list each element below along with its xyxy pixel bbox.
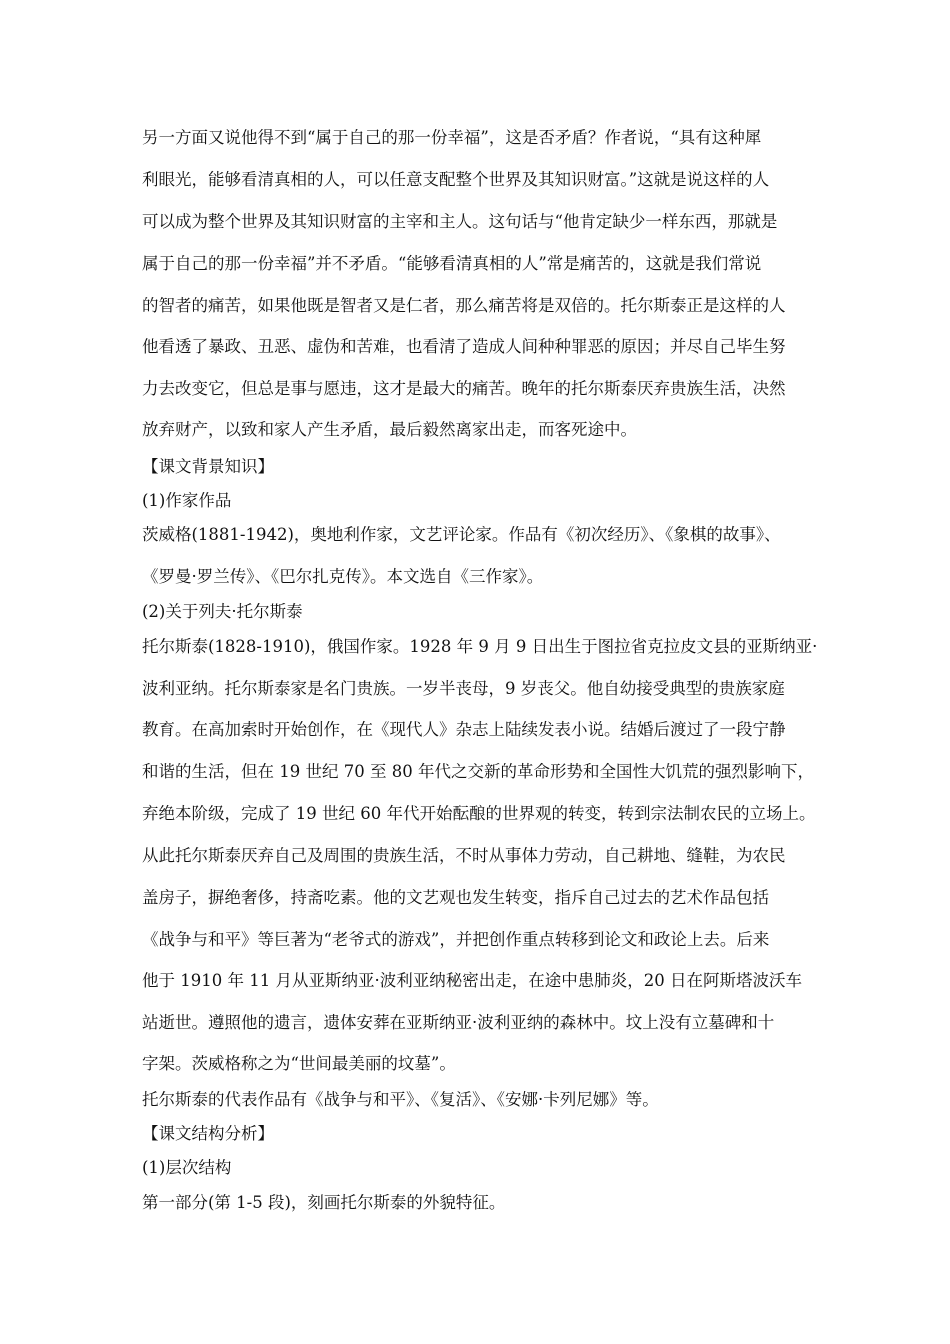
paragraph-line: 利眼光，能够看清真相的人，可以任意支配整个世界及其知识财富。”这就是说这样的人 — [142, 170, 770, 189]
subheading-tolstoy: (2)关于列夫·托尔斯泰 — [142, 602, 303, 621]
tolstoy-line: 他于 1910 年 11 月从亚斯纳亚·波利亚纳秘密出走，在途中患肺炎，20 日在阿斯塔波沃车 — [142, 971, 802, 990]
tolstoy-works-line: 托尔斯泰的代表作品有《战争与和平》、《复活》、《安娜·卡列尼娜》等。 — [142, 1090, 659, 1109]
subheading-layers: (1)层次结构 — [142, 1158, 232, 1177]
paragraph-line: 放弃财产，以致和家人产生矛盾，最后毅然离家出走，而客死途中。 — [142, 420, 637, 439]
tolstoy-line: 弃绝本阶级，完成了 19 世纪 60 年代开始酝酿的世界观的转变，转到宗法制农民的立场上。 — [142, 804, 816, 823]
section-heading-structure: 【课文结构分析】 — [142, 1124, 274, 1143]
works-line: 《罗曼·罗兰传》、《巴尔扎克传》。本文选自《三作家》。 — [142, 567, 544, 586]
tolstoy-line: 《战争与和平》等巨著为“老爷式的游戏”，并把创作重点转移到论文和政论上去。后来 — [142, 930, 770, 949]
paragraph-line: 力去改变它，但总是事与愿违，这才是最大的痛苦。晚年的托尔斯泰厌弃贵族生活，决然 — [142, 379, 786, 398]
works-line: 茨威格(1881-1942)，奥地利作家，文艺评论家。作品有《初次经历》、《象棋的故事》、 — [142, 525, 781, 544]
tolstoy-line: 盖房子，摒绝奢侈，持斋吃素。他的文艺观也发生转变，指斥自己过去的艺术作品包括 — [142, 888, 769, 907]
tolstoy-line: 和谐的生活，但在 19 世纪 70 至 80 年代之交新的革命形势和全国性大饥荒的强烈影响下， — [142, 762, 814, 781]
paragraph-line: 可以成为整个世界及其知识财富的主宰和主人。这句话与“他肯定缺少一样东西，那就是 — [142, 212, 778, 231]
section-heading-background: 【课文背景知识】 — [142, 457, 274, 476]
tolstoy-line: 字架。茨威格称之为“世间最美丽的坟墓”。 — [142, 1054, 456, 1073]
paragraph-line: 的智者的痛苦，如果他既是智者又是仁者，那么痛苦将是双倍的。托尔斯泰正是这样的人 — [142, 296, 786, 315]
subheading-works: (1)作家作品 — [142, 491, 232, 510]
paragraph-line: 另一方面又说他得不到“属于自己的那一份幸福”，这是否矛盾？作者说，“具有这种犀 — [142, 128, 762, 147]
tolstoy-line: 波利亚纳。托尔斯泰家是名门贵族。一岁半丧母，9 岁丧父。他自幼接受典型的贵族家庭 — [142, 679, 785, 698]
part-one-line: 第一部分(第 1-5 段)，刻画托尔斯泰的外貌特征。 — [142, 1193, 506, 1212]
tolstoy-line: 教育。在高加索时开始创作，在《现代人》杂志上陆续发表小说。结婚后渡过了一段宁静 — [142, 720, 786, 739]
tolstoy-line: 托尔斯泰(1828-1910)，俄国作家。1928 年 9 月 9 日出生于图拉省克拉皮文县的亚斯纳亚· — [142, 637, 818, 656]
paragraph-line: 他看透了暴政、丑恶、虚伪和苦难，也看清了造成人间种种罪恶的原因；并尽自己毕生努 — [142, 337, 786, 356]
tolstoy-line: 从此托尔斯泰厌弃自己及周围的贵族生活，不时从事体力劳动，自己耕地、缝鞋，为农民 — [142, 846, 786, 865]
paragraph-line: 属于自己的那一份幸福”并不矛盾。“能够看清真相的人”常是痛苦的，这就是我们常说 — [142, 254, 762, 273]
tolstoy-line: 站逝世。遵照他的遗言，遗体安葬在亚斯纳亚·波利亚纳的森林中。坟上没有立墓碑和十 — [142, 1013, 775, 1032]
